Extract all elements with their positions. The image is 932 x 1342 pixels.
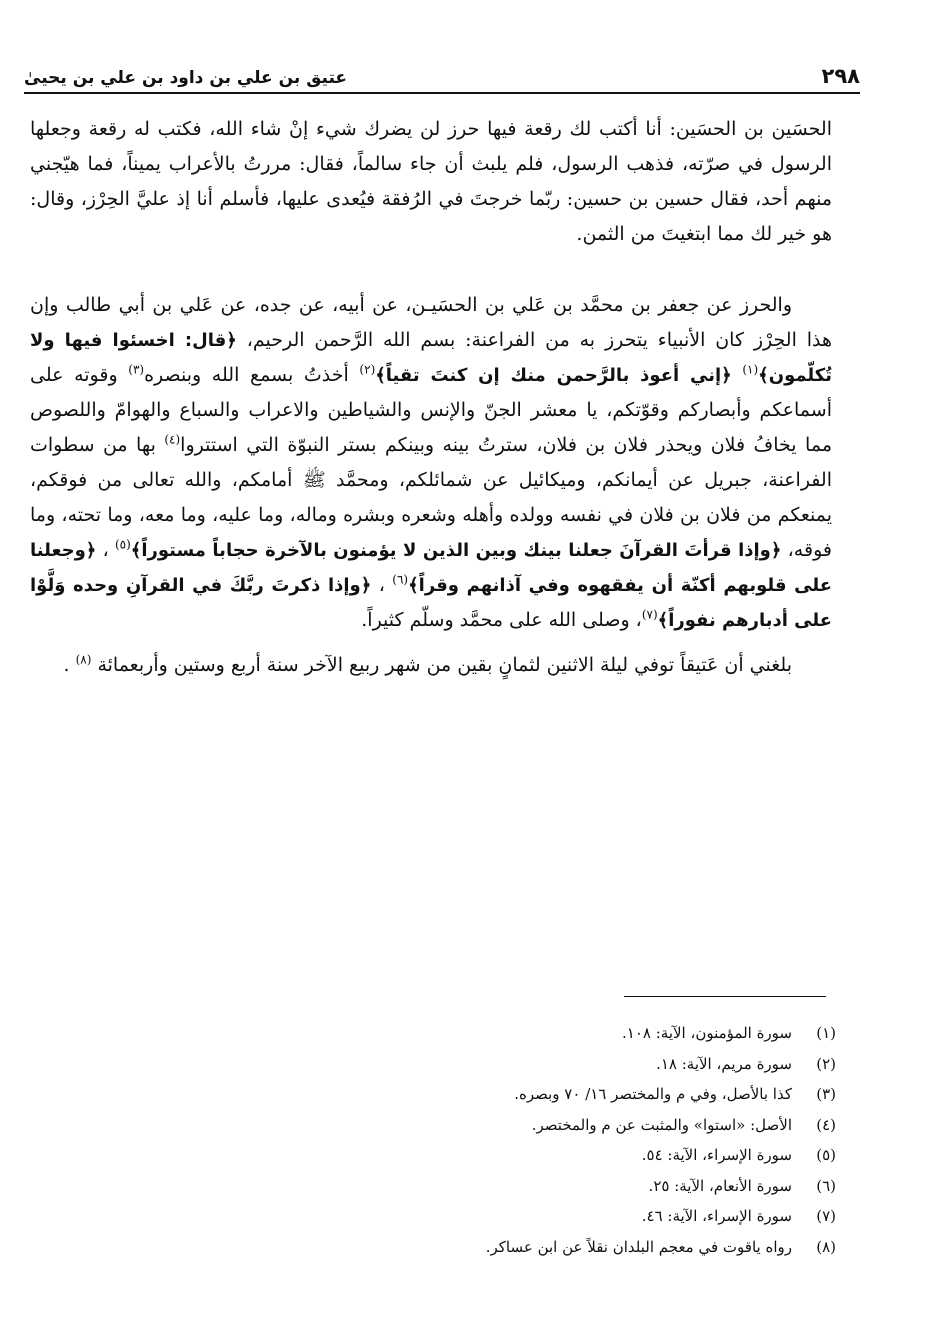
quran-verse-5: ﴿وإذا ذكرتَ ربَّكَ في القرآنِ وحده وَلَّوْا على أدبارهم نفوراً﴾ bbox=[30, 575, 832, 631]
page-number: ٢٩٨ bbox=[821, 64, 860, 88]
footnote-divider bbox=[624, 996, 826, 997]
footnote-ref-1: (١) bbox=[742, 362, 759, 377]
footnote-number: (٤) bbox=[816, 1115, 836, 1134]
footnote-text: سورة الإسراء، الآية: ٤٦. bbox=[641, 1207, 792, 1225]
paragraph-3: بلغني أن عَتيقاً توفي ليلة الاثنين لثمانٍ بقين من شهر ربيع الآخر سنة أربع وستين وأربعمائة $^{(٨)}$ . bbox=[63, 652, 792, 676]
text-segment: وقوته على أسماعكم وأبصاركم وقوّتكم، يا معشر الجنّ والإنس والشياطين والاعراب والسباع والهوامّ واللصوص مما يخافُ فلان ويحذر فلان بن فلان، سترتُ بينه وبينكم بستر النبوّة التي استتروا bbox=[30, 364, 832, 456]
footnote-ref-3: (٣) bbox=[128, 362, 145, 377]
footnote-text: سورة مريم، الآية: ١٨. bbox=[656, 1054, 792, 1073]
paragraph-1: الحسَين بن الحسَين: أنا أكتب لك رقعة فيها حرز لن يضرك شيء إنْ شاء الله، فكتب له رقعة وجعلها الرسول في صرّته، فذهب الرسول، فلم يلبث أن جاء سالماً، فقال: مررتُ بالأعراب يميناً، فما هيّجني منهم أحد، فقال حسين بن حسين: ربّما خرجتَ في الرُفقة فيُعدى عليها، فأسلم أنا إذ عليَّ الحِرْز، وقال: هو خير لك مما ابتغيتَ من الثمن. bbox=[30, 118, 832, 245]
quran-verse-1: ﴿قال: اخسئوا فيها ولا تُكلّمون﴾ bbox=[30, 330, 832, 386]
text-segment: ، وصلى الله على محمَّد وسلّم كثيراً. bbox=[361, 609, 642, 631]
text-segment: بلغني أن عَتيقاً توفي ليلة الاثنين لثمانٍ بقين من شهر ربيع الآخر سنة أربع وستين وأربعمائة bbox=[97, 654, 792, 676]
footnote-number: (٦) bbox=[816, 1176, 836, 1195]
footnote-number: (٨) bbox=[816, 1237, 836, 1256]
footnote-number: (٣) bbox=[816, 1085, 836, 1103]
footnote-ref-4: (٤) bbox=[164, 432, 181, 447]
page-header bbox=[24, 58, 860, 94]
quran-verse-2: ﴿إني أعوذ بالرَّحمن منك إن كنتَ تقياً﴾ bbox=[375, 365, 732, 386]
footnote-item bbox=[150, 1201, 836, 1232]
text-segment: بها من سطوات الفراعنة، جبريل عن أيمانكم، وميكائيل عن شمائلكم، ومحمَّد ﷺ أمامكم، والله تعالى من فوقكم، يمنعكم من فلان بن فلان في نفسه وولده وأهله وشعره وبشره وماله، وما عليه، وما معه، وما تحته، وما فوقه، bbox=[30, 434, 832, 561]
footnote-item bbox=[150, 1018, 836, 1049]
footnote-ref-7: (٧) bbox=[641, 607, 658, 622]
quran-verse-3: ﴿وإذا قرأتَ القرآنَ جعلنا بينك وبين الذين لا يؤمنون بالآخرة حجاباً مستوراً﴾ bbox=[130, 540, 782, 561]
footnote-text: سورة الإسراء، الآية: ٥٤. bbox=[641, 1146, 792, 1164]
footnote-item bbox=[150, 1140, 836, 1171]
footnote-ref-5: (٥) bbox=[114, 537, 131, 552]
paragraph-2: والحرز عن جعفر بن محمَّد بن عَلي بن الحسَيـن، عن أبيه، عن جده، عن عَلي بن أبي طالب وإن هذا الحِرْز كان الأنبياء يتحرز به من الفراعنة: بسم الله الرَّحمن الرحيم، ﴿قال: اخسئوا فيها ولا تُكلّمون﴾$^{(١)}$ ﴿إني أعوذ بالرَّحمن منك إن كنتَ تقياً﴾$^{(٢)}$ أخذتُ بسمع الله وبنصره$^{(٣)}$ وقوته على أسماعكم وأبصاركم وقوّتكم، يا معشر الجنّ والإنس والشياطين والاعراب والسباع والهوامّ واللصوص مما يخافُ فلان ويحذر فلان بن فلان، سترتُ بينه وبينكم بستر النبوّة التي استتروا$^{(٤)}$ بها من سطوات الفراعنة، جبريل عن أيمانكم، وميكائيل عن شمائلكم، ومحمَّد ﷺ أمامكم، والله تعالى من فوقكم، يمنعكم من فلان بن فلان في نفسه وولده وأهله وشعره وبشره وماله، وما عليه، وما معه، وما تحته، وما فوقه، ﴿وإذا قرأتَ القرآنَ جعلنا بينك وبين الذين لا يؤمنون بالآخرة حجاباً مستوراً﴾$^{(٥)}$ ، ﴿وجعلنا على قلوبهم أكنّة أن يفقهوه وفي آذانهم وقراً﴾$^{(٦)}$ ، ﴿وإذا ذكرتَ ربَّكَ في القرآنِ وحده وَلَّوْا على أدبارهم نفوراً﴾$^{(٧)}$، وصلى الله على محمَّد وسلّم كثيراً. bbox=[30, 294, 833, 631]
footnote-item bbox=[150, 1110, 836, 1141]
footnote-text: الأصل: «استوا» والمثبت عن م والمختصر. bbox=[531, 1115, 792, 1134]
footnote-item bbox=[150, 1079, 836, 1110]
footnote-number: (٥) bbox=[816, 1146, 836, 1164]
footnote-ref-2: (٢) bbox=[359, 362, 376, 377]
quran-verse-4: ﴿وجعلنا على قلوبهم أكنّة أن يفقهوه وفي آذانهم وقراً﴾ bbox=[30, 540, 833, 596]
footnote-ref-6: (٦) bbox=[392, 572, 409, 587]
footnote-text: كذا بالأصل، وفي م والمختصر ١٦/ ٧٠ وبصره. bbox=[514, 1085, 792, 1103]
footnote-ref-8: (٨) bbox=[75, 652, 92, 667]
footnote-number: (٢) bbox=[816, 1054, 836, 1073]
footnote-number: (١) bbox=[816, 1024, 836, 1042]
text-segment: أخذتُ بسمع الله وبنصره bbox=[144, 364, 349, 386]
text-segment: والحرز عن جعفر بن محمَّد بن عَلي بن الحسَيـن، عن أبيه، عن جده، عن عَلي بن أبي طالب وإن هذا الحِرْز كان الأنبياء يتحرز به من الفراعنة: بسم الله الرَّحمن الرحيم، bbox=[30, 294, 833, 351]
footnotes-list bbox=[150, 1018, 836, 1262]
main-text bbox=[30, 112, 832, 683]
footnote-text: سورة الأنعام، الآية: ٢٥. bbox=[648, 1176, 792, 1195]
footnote-item bbox=[150, 1232, 836, 1263]
footnote-text: سورة المؤمنون، الآية: ١٠٨. bbox=[622, 1024, 792, 1042]
footnote-number: (٧) bbox=[816, 1207, 836, 1225]
footnote-text: رواه ياقوت في معجم البلدان نقلاً عن ابن عساكر. bbox=[485, 1237, 792, 1256]
footnote-item bbox=[150, 1049, 836, 1080]
footnote-item bbox=[150, 1171, 836, 1202]
running-title: عتيق بن علي بن داود بن علي بن يحيىٰ bbox=[24, 68, 348, 88]
